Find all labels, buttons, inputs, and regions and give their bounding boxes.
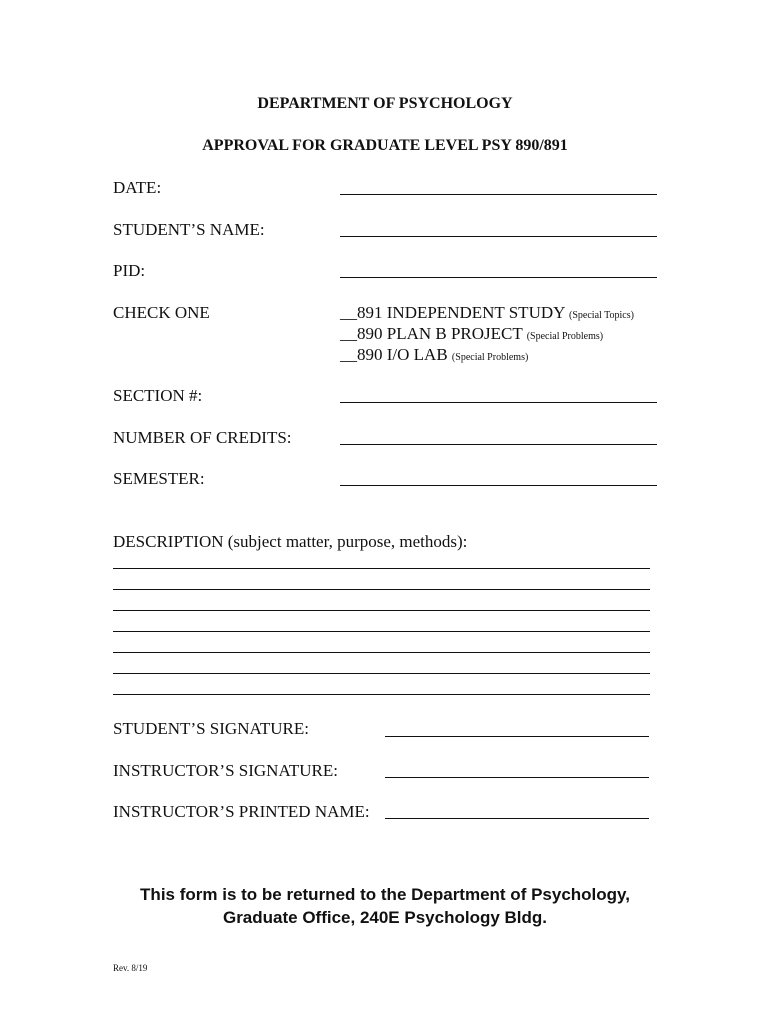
instructor-printed-name-field[interactable] <box>385 818 649 819</box>
option-note: (Special Problems) <box>451 352 529 363</box>
option-note: (Special Problems) <box>526 331 604 342</box>
instructor-printed-name-label: INSTRUCTOR’S PRINTED NAME: <box>113 802 370 821</box>
instructor-signature-label: INSTRUCTOR’S SIGNATURE: <box>113 761 338 780</box>
option-plan-b-project[interactable] <box>340 324 603 344</box>
department-heading: DEPARTMENT OF PSYCHOLOGY <box>257 95 513 112</box>
pid-label: PID: <box>113 261 146 280</box>
option-blank: __ <box>340 303 357 322</box>
description-line[interactable] <box>113 652 650 653</box>
section-field[interactable] <box>340 402 657 403</box>
option-blank: __ <box>340 324 357 343</box>
option-label: 890 I/O LAB <box>357 345 448 364</box>
student-name-label: STUDENT’S NAME: <box>113 220 265 239</box>
credits-field[interactable] <box>340 444 657 445</box>
description-line[interactable] <box>113 694 650 695</box>
instructor-signature-field[interactable] <box>385 777 649 778</box>
option-note: (Special Topics) <box>569 310 634 321</box>
check-one-label: CHECK ONE <box>113 303 210 322</box>
revision-note: Rev. 8/19 <box>113 963 148 973</box>
option-label: 891 INDEPENDENT STUDY <box>357 303 565 322</box>
option-io-lab[interactable] <box>340 345 528 365</box>
description-line[interactable] <box>113 568 650 569</box>
student-signature-label: STUDENT’S SIGNATURE: <box>113 719 309 738</box>
date-field[interactable] <box>340 194 657 195</box>
semester-label: SEMESTER: <box>113 469 205 488</box>
description-line[interactable] <box>113 589 650 590</box>
description-line[interactable] <box>113 673 650 674</box>
option-label: 890 PLAN B PROJECT <box>357 324 523 343</box>
return-instructions-line-2: Graduate Office, 240E Psychology Bldg. <box>222 908 548 927</box>
description-line[interactable] <box>113 610 650 611</box>
date-label: DATE: <box>113 178 162 197</box>
student-name-field[interactable] <box>340 236 657 237</box>
form-title: APPROVAL FOR GRADUATE LEVEL PSY 890/891 <box>202 137 568 154</box>
description-line[interactable] <box>113 631 650 632</box>
description-label: DESCRIPTION (subject matter, purpose, methods): <box>113 532 468 551</box>
section-label: SECTION #: <box>113 386 203 405</box>
pid-field[interactable] <box>340 277 657 278</box>
student-signature-field[interactable] <box>385 736 649 737</box>
return-instructions <box>0 883 770 929</box>
option-blank: __ <box>340 345 357 364</box>
option-independent-study[interactable] <box>340 303 634 323</box>
semester-field[interactable] <box>340 485 657 486</box>
return-instructions-line-1: This form is to be returned to the Department of Psychology, <box>140 885 630 904</box>
credits-label: NUMBER OF CREDITS: <box>113 428 292 447</box>
